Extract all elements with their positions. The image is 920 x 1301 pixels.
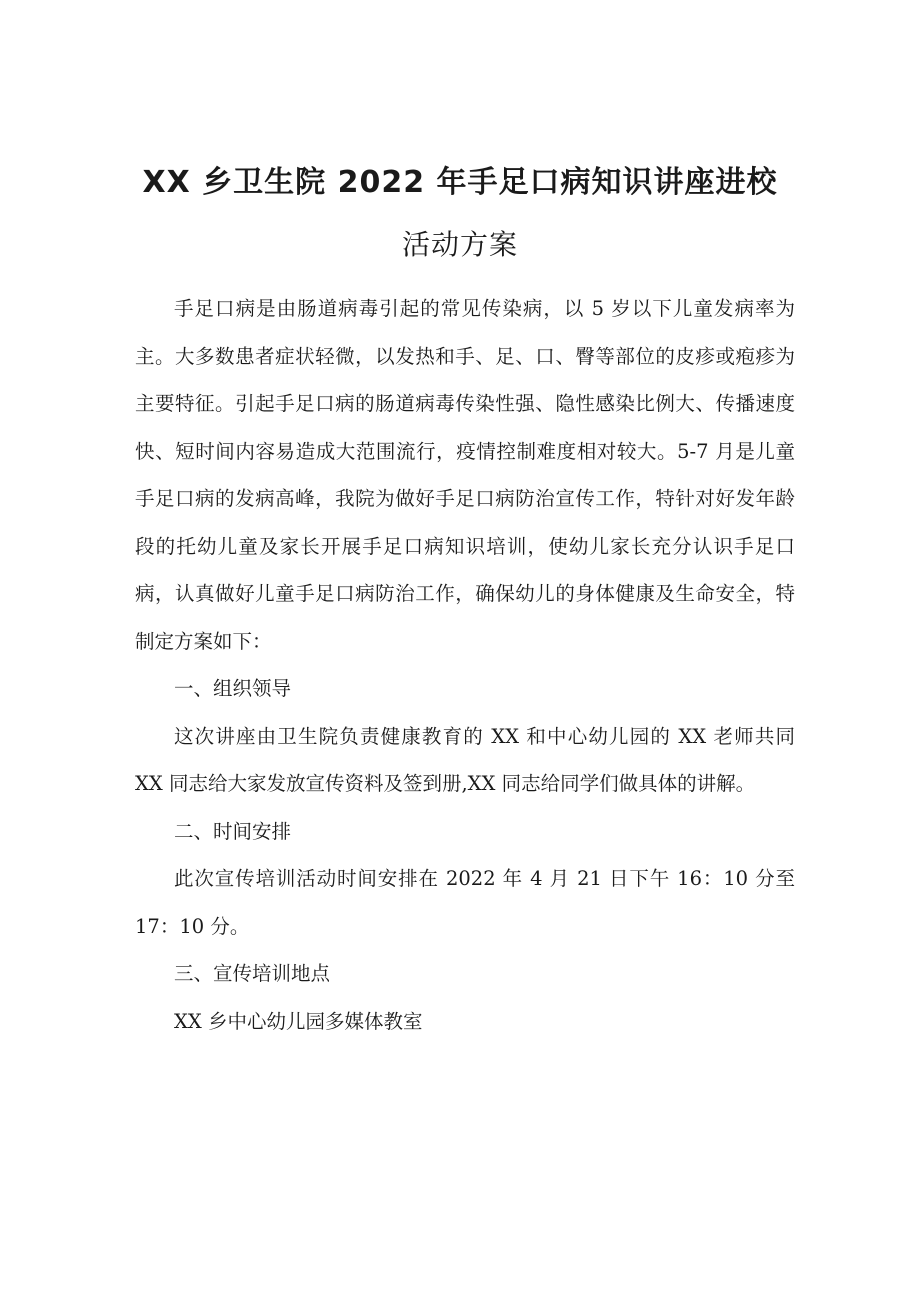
schedule-paragraph: 此次宣传培训活动时间安排在 2022 年 4 月 21 日下午 16：10 分至 17：10 分。 (135, 867, 795, 938)
organization-paragraph: 这次讲座由卫生院负责健康教育的 XX 和中心幼儿园的 XX 老师共同 XX 同志给大家发放宣传资料及签到册,XX 同志给同学们做具体的讲解。 (135, 724, 795, 795)
section-heading-organization: 一、组织领导 (174, 677, 292, 700)
section-heading-location: 三、宣传培训地点 (174, 962, 331, 985)
intro-paragraph: 手足口病是由肠道病毒引起的常见传染病，以 5 岁以下儿童发病率为主。大多数患者症状轻微，以发热和手、足、口、臀等部位的皮疹或疱疹为主要特征。引起手足口病的肠道病毒传染性强、隐性感染比例大、传播速度快、短时间内容易造成大范围流行，疫情控制难度相对较大。5-7 月是儿童手足口病的发病高峰，我院为做好手足口病防治宣传工作，特针对好发年龄段的托幼儿童及家长开展手足口病知识培训，使幼儿家长充分认识手足口病，认真做好儿童手足口病防治工作，确保幼儿的身体健康及生命安全，特制定方案如下： (135, 297, 795, 653)
location-paragraph: XX 乡中心幼儿园多媒体教室 (174, 1009, 423, 1033)
document-title-line2: 活动方案 (401, 228, 518, 261)
section-heading-schedule: 二、时间安排 (174, 819, 292, 843)
document-title-line1: XX 乡卫生院 2022 年手足口病知识讲座进校 (142, 165, 778, 200)
document-body (135, 285, 795, 1045)
